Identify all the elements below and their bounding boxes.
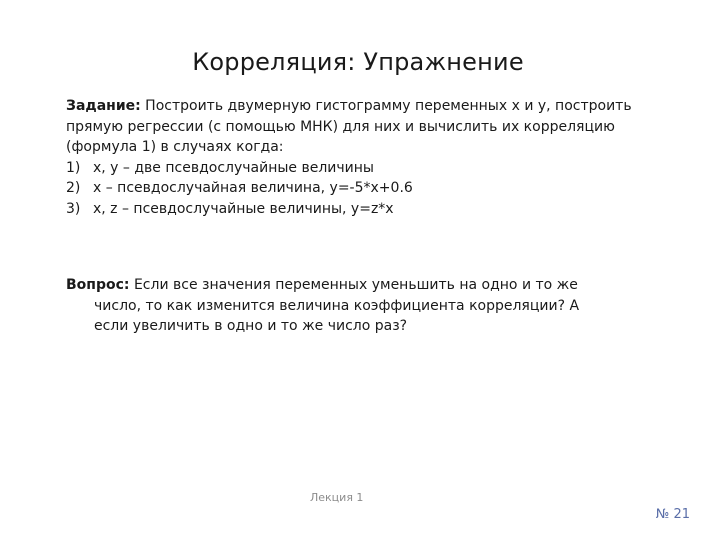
task-item-text: x, y – две псевдослучайные величины (93, 159, 374, 176)
slide-title: Корреляция: Упражнение (192, 48, 524, 76)
task-item-number: 1) (66, 159, 81, 176)
task-text: Построить двумерную гистограмму переменных x и y, построить прямую регрессии (с помощью МНК) для них и вычислить их корреляцию (формула 1) в случаях когда: (66, 98, 632, 155)
footer-lecture-label: Лекция 1 (310, 491, 364, 504)
task-list-item (66, 158, 676, 179)
task-label: Задание: (66, 98, 141, 114)
task-item-number: 2) (66, 180, 81, 196)
question-text: Если все значения переменных уменьшить на одно и то же число, то как изменится величина коэффициента корреляции? А если увеличить в одно и то же число раз? (94, 277, 580, 334)
task-item-text: x – псевдослучайная величина, y=-5*x+0.6 (93, 180, 413, 196)
page-number: № 21 (655, 507, 690, 522)
task-list (66, 158, 676, 220)
task-list-item (66, 178, 676, 199)
task-item-text: x, z – псевдослучайные величины, y=z*x (93, 200, 394, 217)
task-list-item (66, 199, 676, 220)
task-item-number: 3) (66, 200, 81, 217)
question-block (66, 275, 606, 337)
task-block (66, 96, 676, 219)
question-paragraph (66, 275, 606, 337)
task-paragraph (66, 96, 676, 158)
question-label: Вопрос: (66, 277, 130, 293)
